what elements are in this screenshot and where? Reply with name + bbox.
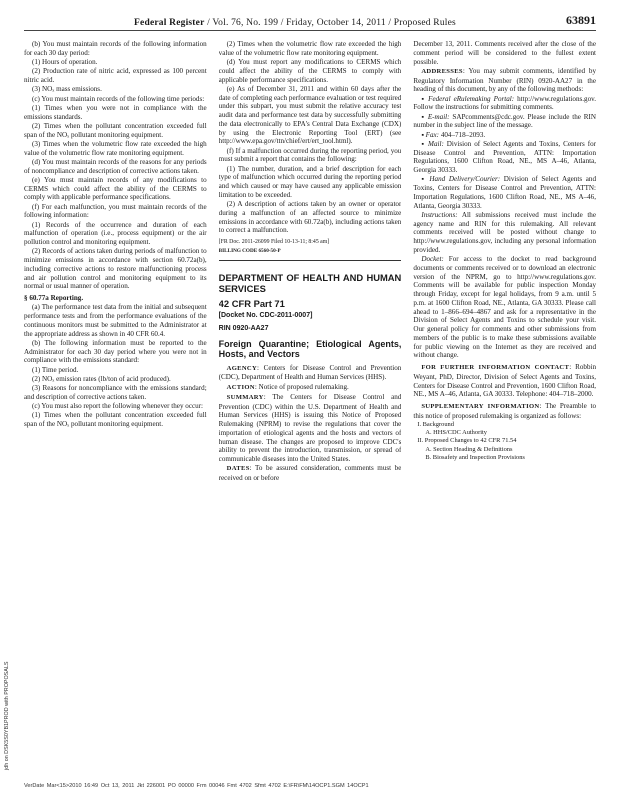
paragraph: (b) You must maintain records of the following information for each 30 day period: (24, 40, 207, 57)
outline-item: A. Section Heading & Definitions (425, 445, 513, 453)
rin-number: RIN 0920-AA27 (218, 324, 269, 332)
column-right (413, 40, 596, 752)
fr-doc-line: [FR Doc. 2011-26099 Filed 10-13-11; 8:45 am] (218, 239, 330, 245)
preamble-label: AGENCY (226, 364, 258, 372)
docket-label: Docket: (421, 255, 444, 263)
submission-method (413, 175, 596, 210)
method-label: Federal eRulemaking Portal: (428, 94, 515, 103)
column-left (24, 40, 207, 752)
rule-preamble (219, 364, 402, 483)
method-text: Division of Select Agents and Toxins, Centers for Disease Control and Prevention, ATTN: Importation Regulations, 1600 Clifton Road, NE., MS A–46, Atlanta, Georgia 30333. (413, 139, 597, 174)
paragraph: (2) NOₓ emission rates (lb/ton of acid produced). (32, 374, 171, 383)
preamble-item (219, 383, 402, 393)
paragraph: (b) The following information must be reported to the Administrator for each 30 day period where you were not in compliance with the emissions standard: (24, 338, 207, 365)
margin-note (2, 620, 14, 780)
paragraph: (2) A description of actions taken by an owner or operator during a malfunction of an affected source to minimize emissions in accordance with 60.72a(b), including actions taken to correct a malfunction. (218, 200, 402, 235)
text-columns (24, 40, 596, 752)
preamble-outline (413, 421, 596, 462)
paragraph: (1) Records of the occurrence and duration of each malfunction of operation (i.e., process equipment) or the air pollution control and monitoring equipment. (24, 220, 207, 246)
instructions-paragraph (413, 211, 596, 255)
contact-text: : Robbin Weyant, PhD, Director, Division of Select Agents and Toxins, Centers for Disease Control and Prevention, 1600 Clifton Road, NE., MS A–46, Atlanta, GA 30333. Telephone: 404–718–2000. (413, 363, 597, 399)
method-label: Hand Delivery/Courier: (429, 175, 501, 184)
paragraph: (3) Reasons for noncompliance with the emissions standard; and description of corrective actions taken. (24, 384, 207, 401)
bullet-icon: ▪ (421, 94, 429, 103)
paragraph: (2) Production rate of nitric acid, expressed as 100 percent nitric acid. (24, 67, 207, 84)
billing-code: BILLING CODE 6560-50-P (219, 247, 402, 261)
method-label: E-mail: (427, 112, 450, 121)
paragraph: (a) The performance test data from the initial and subsequent performance tests and from the performance evaluations of the continuous monitors must be submitted to the Administrator at the appropriate address as shown in 40 CFR 60.4. (24, 303, 207, 338)
preamble-text: : Centers for Disease Control and Prevention (CDC), Department of Health and Human Services (HHS). (218, 363, 402, 382)
bullet-icon: ▪ (421, 139, 429, 148)
bullet-icon: ▪ (421, 112, 428, 121)
contact-label: FOR FURTHER INFORMATION CONTACT (421, 364, 570, 371)
docket-text: For access to the docket to read background documents or comments received or to download an electronic version of the NPRM, go to http://www.regulations.gov. Comments will be available for public inspection Monday through Friday, except for legal holidays, from 9 a.m. until 5 p.m. at 1600 Clifton Road, NE., Atlanta, GA 30333. Please call ahead to 1–866–694–4867 and ask for a representative in the Division of Select Agents and Toxins to schedule your visit. Our general policy for comments and other submissions from members of the public is to make these submissions available for public viewing on the Internet as they are received and without change. (413, 255, 597, 360)
reporting-continued (219, 40, 402, 235)
preamble-label: SUMMARY (226, 393, 264, 401)
paragraph: (e) You must maintain records of any modifications to CERMS which could affect the ability of the CERMS to comply with applicable performance specifications. (24, 175, 207, 202)
docket-number: [Docket No. CDC-2011-0007] (218, 312, 313, 319)
method-text: http://www.regulations.gov. Follow the instructions for submitting comments. (413, 94, 596, 112)
paragraph: (c) You must also report the following whenever they occur: (32, 402, 203, 410)
paragraph: (3) NOₓ mass emissions. (32, 85, 102, 94)
supplementary-paragraph (413, 402, 596, 421)
submission-method (413, 131, 596, 140)
submission-method (413, 95, 596, 113)
addresses-text: : You may submit comments, identified by Regulatory Information Number (RIN) 0920-AA27 in the heading of this document, by any of the following methods: (413, 66, 597, 94)
outline-item: B. Biosafety and Inspection Provisions (425, 453, 525, 461)
page-number: 63891 (566, 13, 596, 27)
method-text: SAPcomments@cdc.gov. Please include the RIN number in the subject line of the message. (413, 112, 597, 130)
method-label: Fax: (425, 130, 440, 139)
addresses-label: ADDRESSES (421, 67, 463, 75)
preamble-item (219, 464, 402, 483)
paragraph: (2) Times when the pollutant concentration exceeded full span of the NOₓ pollutant monitoring equipment. (24, 121, 207, 139)
header-meta: / Vol. 76, No. 199 / Friday, October 14, 2011 / Proposed Rules (204, 18, 456, 28)
paragraph: (2) Records of actions taken during periods of malfunction to minimize emissions in accordance with section 60.72a(b), including corrective actions to restore malfunctioning process and air pollution control and monitoring equipment to its normal or usual manner of operation. (24, 247, 207, 291)
header-citation (24, 18, 566, 28)
docket-paragraph (413, 255, 596, 360)
method-label: Mail: (428, 139, 444, 148)
column-middle (219, 40, 402, 752)
bullet-icon: ▪ (421, 130, 426, 139)
paragraph: (e) As of December 31, 2011 and within 60 days after the date of completing each performance evaluation or test required under this subpart, you must submit the relative accuracy test audit data and performance test data by successfully submitting the data electronically to EPA's Central Data Exchange (CDX) by using the Electronic Reporting Tool (ERT) (see http://www.epa.gov/ttn/chief/ert/ert_tool.html). (218, 84, 402, 146)
rule-title: Foreign Quarantine; Etiological Agents, Hosts, and Vectors (218, 338, 402, 359)
cfr-part-heading: 42 CFR Part 71 (218, 298, 285, 309)
paragraph: (d) You must maintain records of the reasons for any periods of noncompliance and description of corrective actions taken. (24, 157, 207, 175)
instructions-label: Instructions: (421, 210, 458, 219)
paragraph: (c) You must maintain records of the following time periods: (32, 94, 205, 103)
paragraph: (1) Time period. (32, 365, 79, 374)
department-heading: DEPARTMENT OF HEALTH AND HUMAN SERVICES (218, 272, 402, 294)
paragraph: (3) Times when the volumetric flow rate exceeded the high value of the volumetric flow rate monitoring equipment. (24, 139, 207, 157)
preamble-text: : To be assured consideration, comments must be received on or before (218, 464, 402, 482)
preamble-text: : The Centers for Disease Control and Prevention (CDC) within the U.S. Department of Health and Human Services (HHS) is issuing this Notice of Proposed Rulemaking (NPRM) to revise the regulations that cover the importation of etiological agents and the hosts and vectors of human disease. The changes are proposed to improve CDC's ability to prevent the introduction, transmission, or spread of communicable diseases into the United States. (218, 392, 402, 463)
preamble-text: : Notice of proposed rulemaking. (254, 382, 349, 391)
paragraph: (1) Times when the pollutant concentration exceeded full span of the NOₓ pollutant monitoring equipment. (24, 411, 207, 428)
method-text: Division of Select Agents and Toxins, Centers for Disease Control and Prevention, ATTN: Importation Regulations, 1600 Clifton Road, NE., MS A–46, Atlanta, Georgia 30333. (413, 175, 597, 210)
header-publication: Federal Register (134, 18, 205, 28)
submission-method (413, 113, 596, 131)
instructions-text: All submissions received must include the agency name and RIN for this rulemaking. All relevant comments received will be posted without change to http://www.regulations.gov, including any personal information provided. (413, 210, 597, 254)
outline-item: II. Proposed Changes to 42 CFR 71.54 (417, 437, 517, 445)
supplementary-text: : The Preamble to this notice of proposed rulemaking is organized as follows: (413, 402, 597, 420)
submission-methods (413, 95, 596, 211)
paragraph: (1) The number, duration, and a brief description for each type of malfunction which occurred during the reporting period and which caused or may have caused any applicable emission limitation to be exceeded. (218, 164, 402, 199)
paragraph: (2) Times when the volumetric flow rate exceeded the high value of the volumetric flow rate monitoring equipment. (218, 40, 402, 57)
preamble-item (219, 393, 402, 464)
bullet-icon: ▪ (421, 175, 430, 184)
page-header (24, 6, 596, 31)
paragraph: (1) Times when you were not in compliance with the emissions standards. (24, 103, 207, 121)
submission-method (413, 140, 596, 175)
margin-note-text: jdh on DSK5S0YB1PROD with PROPOSALS (4, 661, 10, 770)
paragraph: (f) For each malfunction, you must maintain records of the following information: (24, 202, 207, 220)
supplementary-label: SUPPLEMENTARY INFORMATION (421, 403, 540, 410)
dates-continued: December 13, 2011. Comments received after the close of the comment period will be considered to the fullest extent possible. (413, 40, 597, 66)
method-text: 404–718–2093. (439, 130, 486, 139)
preamble-label: DATES (226, 465, 250, 473)
paragraph: (f) If a malfunction occurred during the reporting period, you must submit a report that contains the following: (218, 146, 402, 164)
outline-item: A. HHS/CDC Authority (425, 429, 487, 437)
paragraph: (1) Hours of operation. (32, 58, 98, 66)
preamble-label: ACTION (226, 383, 255, 391)
paragraph: (d) You must report any modifications to CERMS which could affect the ability of the CERMS to comply with applicable performance specifications. (218, 58, 402, 84)
outline-item: I. Background (417, 421, 454, 428)
page-footer: VerDate Mar<15>2010 16:49 Oct 13, 2011 Jkt 226001 PO 00000 Frm 00046 Fmt 4702 Sfmt 4702 E:\FR\FM\14OCP1.SGM 14OCP1 (24, 783, 369, 789)
contact-paragraph (413, 363, 596, 399)
addresses-paragraph (413, 67, 596, 94)
section-heading: § 60.77a Reporting. (24, 294, 84, 302)
preamble-item (219, 364, 402, 383)
